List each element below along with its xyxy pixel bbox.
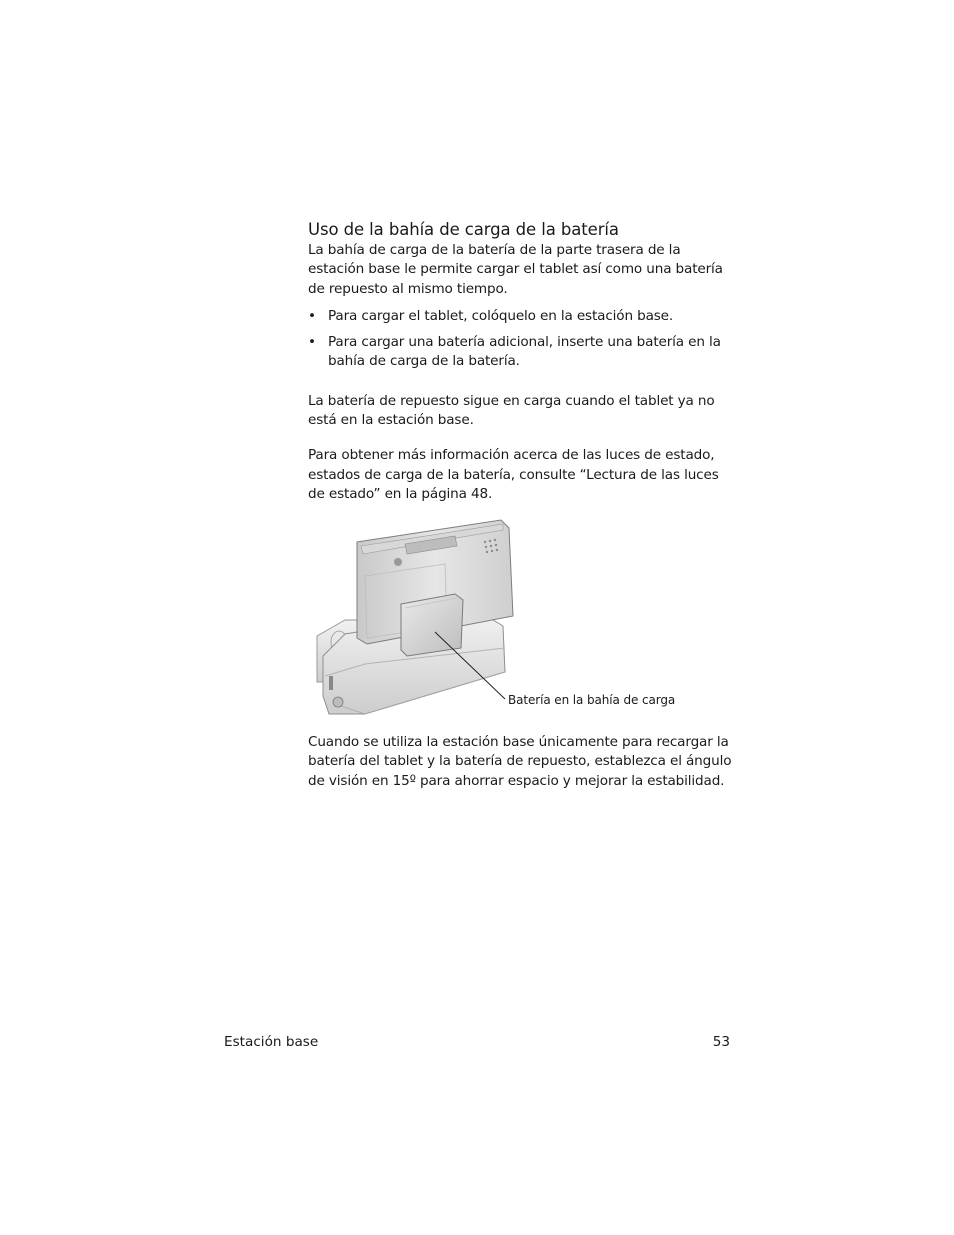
list-item-text: Para cargar una batería adicional, inserte una batería en la bahía de carga de la batería.	[328, 334, 721, 370]
section-content	[308, 219, 732, 504]
list-item	[308, 307, 732, 326]
section-heading: Uso de la bahía de carga de la batería	[308, 220, 619, 239]
bullet-icon: •	[308, 307, 316, 324]
viewing-angle-paragraph: Cuando se utiliza la estación base únicamente para recargar la batería del tablet y la batería de repuesto, establezca el ángulo de visión en 15º para ahorrar espacio y mejorar la estabilidad.	[308, 734, 732, 789]
more-info-paragraph: Para obtener más información acerca de las luces de estado, estados de carga de la batería, consulte “Lectura de las luces de estado” en la página 48.	[308, 447, 719, 502]
footer-chapter-title: Estación base	[224, 1034, 319, 1050]
docking-station-illustration	[305, 516, 685, 718]
spare-battery-paragraph: La batería de repuesto sigue en carga cuando el tablet ya no está en la estación base.	[308, 392, 715, 429]
bullet-icon: •	[308, 334, 316, 351]
bullet-list	[308, 307, 732, 372]
page-number: 53	[712, 1034, 730, 1050]
figure-caption: Batería en la bahía de carga	[508, 693, 676, 707]
intro-paragraph: La bahía de carga de la batería de la parte trasera de la estación base le permite cargar el tablet así como una batería de repuesto al mismo tiempo.	[308, 242, 723, 297]
list-item-text: Para cargar el tablet, colóquelo en la estación base.	[328, 307, 674, 324]
list-item	[308, 333, 732, 372]
docking-station-figure	[305, 516, 685, 718]
